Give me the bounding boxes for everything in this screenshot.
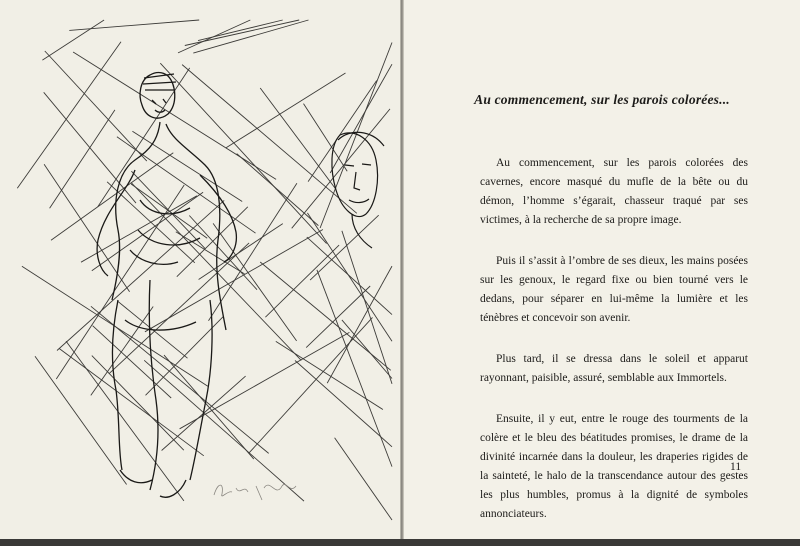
hatch-stroke [73,52,276,179]
hatch-stroke [249,317,373,453]
hatch-stroke [335,438,392,520]
paragraph-2: Puis il s’assit à l’ombre de ses dieux, les mains posées sur les genoux, le regard fixe ou bien tourné vers le dedans, pour séparer en lui-même la lumière et les ténèbres et concevoir son avenir. [480,255,748,324]
hatch-stroke [320,43,392,229]
body-text [480,154,748,546]
hatch-stroke [342,320,392,379]
paragraph-4: Ensuite, il y eut, entre le rouge des tourments de la colère et le bleu des béatitudes promises, le drame de la divinité incarnée dans la douleur, les draperies rigides de la sainteté, le halo de la transcendance autour des gestes les plus humbles, promus à la dignité de symboles annonciateurs. [480,413,748,520]
ink-illustration [0,0,401,539]
hatch-stroke [178,20,250,53]
hatch-stroke [92,356,184,451]
hatch-stroke [35,356,127,484]
crosshatch-lines [17,20,392,520]
hatch-stroke [66,341,184,501]
hatch-stroke [44,92,136,203]
hatch-stroke [131,183,301,361]
page-number: 11 [730,461,742,473]
paragraph-3: Plus tard, il se dressa dans le soleil et apparut rayonnant, paisible, assuré, semblable aux Immortels. [480,353,748,384]
hatch-stroke [131,171,205,249]
hatch-stroke [198,20,283,41]
hatch-stroke [59,349,204,456]
hatch-stroke [330,64,392,173]
hatch-stroke [193,20,308,53]
hatch-stroke [295,361,392,447]
hatch-stroke [91,307,153,396]
hatch-stroke [292,109,390,228]
hatch-stroke [276,341,383,409]
hatch-stroke [237,154,319,226]
hatch-stroke [182,65,357,214]
paragraph-1: Au commencement, sur les parois colorées des cavernes, encore masqué du mufle de la bête ou du démon, l’homme s’égarait, chasseur traqué par ses victimes, à la recherche de sa propre image. [480,157,748,226]
hatch-stroke [92,192,203,270]
hatch-stroke [226,73,346,148]
hatch-stroke [45,51,147,161]
hatch-stroke [109,243,249,374]
hatch-stroke [117,137,256,233]
left-page [0,0,401,539]
hatch-stroke [310,215,379,280]
right-page [404,0,800,539]
hatch-stroke [160,63,326,243]
pencil-signature [214,484,296,500]
portrait-head-sketch [332,132,384,248]
hatch-stroke [50,110,115,208]
hatch-stroke [132,131,242,201]
chapter-title: Au commencement, sur les parois colorées... [474,92,730,107]
hatch-stroke [69,20,199,30]
hatch-stroke [260,262,391,370]
hatch-stroke [42,20,104,60]
